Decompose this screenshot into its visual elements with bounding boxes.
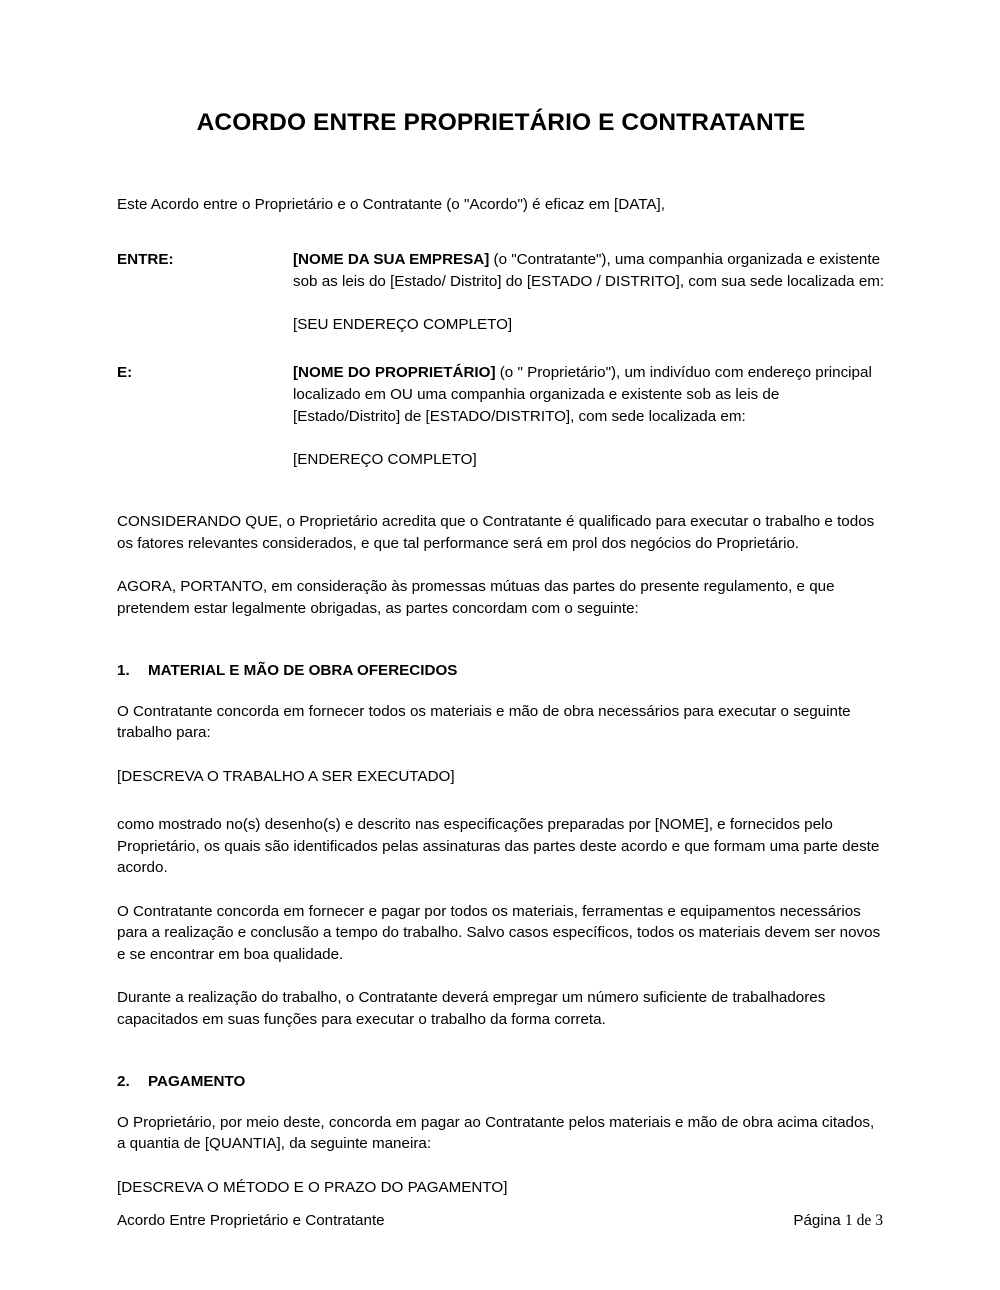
- section-number-2: 2.: [117, 1073, 130, 1091]
- spacer: [117, 555, 885, 577]
- section-1-paragraph-1: O Contratante concorda em fornecer todos os materiais e mão de obra necessários para executar o seguinte trabalho para:: [117, 702, 851, 742]
- spacer: [117, 787, 885, 814]
- party-address-contratante: [SEU ENDEREÇO COMPLETO]: [293, 315, 513, 333]
- party-text-proprietario: (o " Proprietário"), um indivíduo com endereço principal localizado em OU uma companhia organizada e existente sob as leis de [Estado/Distrito] de [ESTADO/DISTRITO], com sede localizada em:: [293, 364, 872, 425]
- section-heading-2: [117, 1071, 885, 1093]
- spacer: [117, 216, 885, 249]
- spacer: [117, 470, 885, 511]
- section-heading-1: [117, 660, 885, 682]
- spacer: [117, 965, 885, 987]
- party-lead-proprietario: [NOME DO PROPRIETÁRIO]: [293, 364, 496, 382]
- footer-page-label: Página: [793, 1212, 841, 1229]
- spacer: [117, 1093, 885, 1112]
- party-label-e: E:: [117, 364, 133, 382]
- section-1-paragraph-5: Durante a realização do trabalho, o Contratante deverá empregar um número suficiente de trabalhadores capacitados em suas funções para executar o trabalho da forma correta.: [117, 989, 826, 1028]
- footer-page-count: 1 de 3: [844, 1212, 883, 1229]
- spacer: [117, 335, 885, 362]
- footer-document-name: Acordo Entre Proprietário e Contratante: [117, 1212, 385, 1229]
- section-title-2: PAGAMENTO: [148, 1073, 246, 1091]
- section-2-paragraph-1: O Proprietário, por meio deste, concorda em pagar ao Contratante pelos materiais e mão de obra acima citados, a quantia de [QUANTIA], da seguinte maneira:: [117, 1113, 875, 1153]
- recital-agora-portanto: AGORA, PORTANTO, em consideração às promessas mútuas das partes do presente regulamento, e que pretendem estar legalmente obrigadas, as partes concordam com o seguinte:: [117, 578, 835, 617]
- party-body-contratante: [293, 249, 885, 335]
- section-2-placeholder-pagamento: [DESCREVA O MÉTODO E O PRAZO DO PAGAMENTO]: [117, 1178, 508, 1196]
- party-text-contratante: (o "Contratante"), uma companhia organizada e existente sob as leis do [Estado/ Distrito] do [ESTADO / DISTRITO], com sua sede localizada em:: [293, 250, 885, 290]
- party-address-proprietario: [ENDEREÇO COMPLETO]: [293, 450, 477, 468]
- intro-paragraph: Este Acordo entre o Proprietário e o Contratante (o "Acordo") é eficaz em [DATA],: [117, 196, 665, 214]
- document-body: [117, 0, 885, 1198]
- party-block-proprietario: [117, 362, 885, 470]
- spacer: [117, 744, 885, 766]
- party-body-proprietario: [293, 362, 885, 470]
- section-title-1: MATERIAL E MÃO DE OBRA OFERECIDOS: [148, 662, 458, 680]
- footer-page-number: [793, 1211, 883, 1231]
- spacer: [117, 682, 885, 701]
- page-title: ACORDO ENTRE PROPRIETÁRIO E CONTRATANTE: [196, 109, 806, 136]
- spacer: [117, 879, 885, 901]
- party-block-contratante: [117, 249, 885, 335]
- recital-considerando: CONSIDERANDO QUE, o Proprietário acredita que o Contratante é qualificado para executar o trabalho e todos os fatores relevantes considerados, e que tal performance será em prol dos negócios do Proprietário.: [117, 513, 875, 552]
- page-footer: [117, 1211, 883, 1231]
- party-label-entre: ENTRE:: [117, 250, 174, 268]
- spacer: [117, 1155, 885, 1177]
- section-1-paragraph-4: O Contratante concorda em fornecer e pagar por todos os materiais, ferramentas e equipamentos necessários para a realização e conclusão a tempo do trabalho. Salvo casos específicos, todos os materiais devem ser novos e se encontrar em boa qualidade.: [117, 902, 881, 963]
- section-number-1: 1.: [117, 662, 130, 680]
- spacer: [117, 1030, 885, 1071]
- section-1-paragraph-3: como mostrado no(s) desenho(s) e descrito nas especificações preparadas por [NOME], e fornecidos pelo Proprietário, os quais são identificados pelas assinaturas das partes deste acordo e que formam uma parte deste acordo.: [117, 816, 880, 877]
- party-lead-contratante: [NOME DA SUA EMPRESA]: [293, 250, 490, 268]
- spacer: [117, 619, 885, 660]
- section-1-placeholder-trabalho: [DESCREVA O TRABALHO A SER EXECUTADO]: [117, 767, 455, 785]
